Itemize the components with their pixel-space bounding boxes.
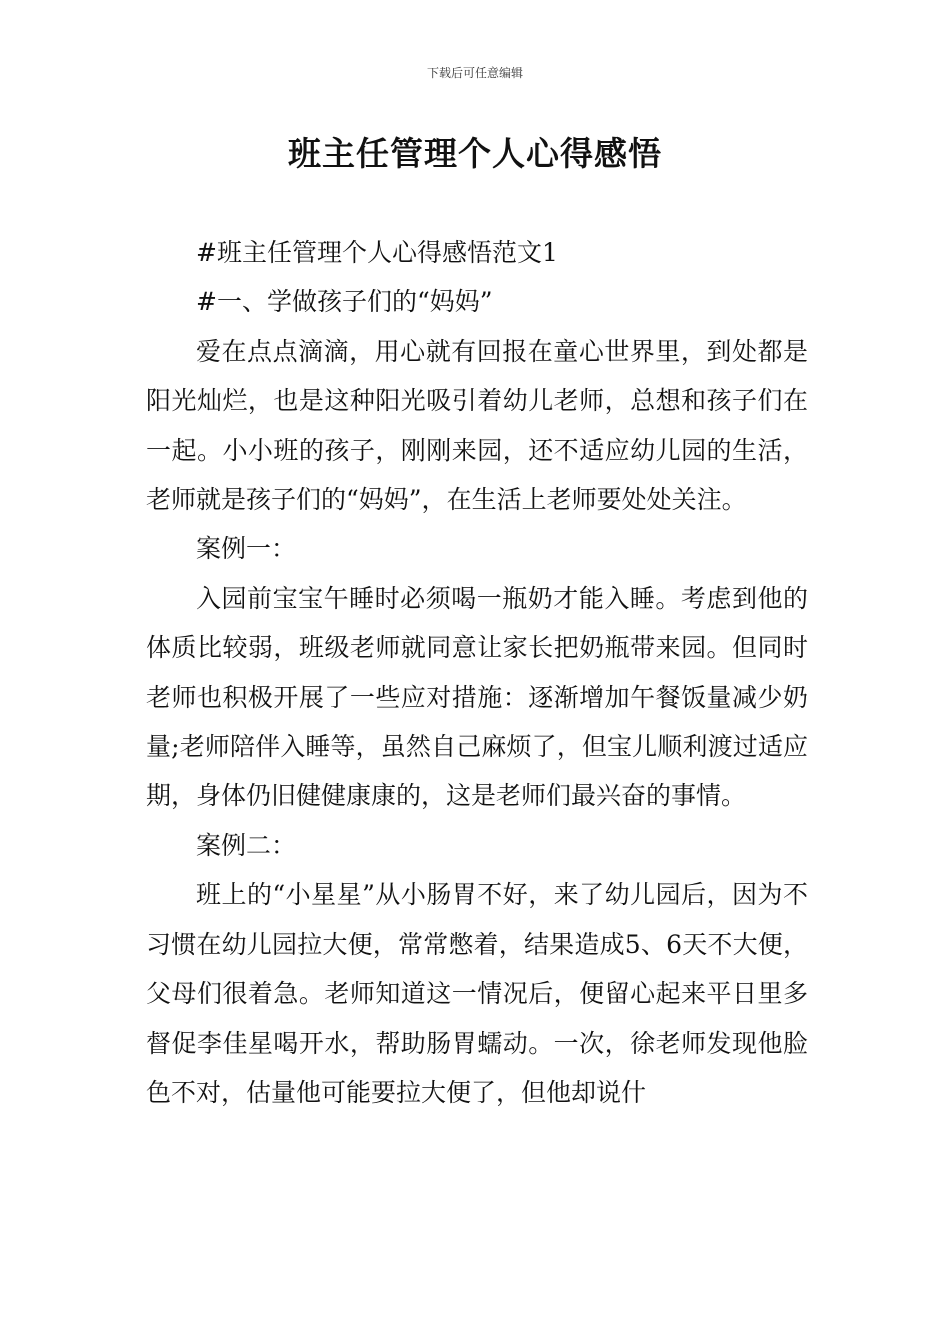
section-heading: #班主任管理个人心得感悟范文1 xyxy=(196,238,558,267)
case-label: 案例二： xyxy=(196,830,297,860)
subsection-heading: #一、学做孩子们的“妈妈” xyxy=(196,287,493,317)
paragraph: 班上的“小星星”从小肠胃不好，来了幼儿园后，因为不习惯在幼儿园拉大便，常常憋着，结果造成5、6天不大便，父母们很着急。老师知道这一情况后，便留心起来平日里多督促李佳星喝开水，帮助肠胃蠕动。一次，徐老师发现他脸色不对，估量他可能要拉大便了，但他却说什 xyxy=(146,880,808,1107)
document-body xyxy=(146,228,808,1117)
case-label: 案例一： xyxy=(196,534,297,564)
document-title: 班主任管理个人心得感悟 xyxy=(288,134,662,173)
paragraph: 爱在点点滴滴，用心就有回报在童心世界里，到处都是阳光灿烂，也是这种阳光吸引着幼儿老师，总想和孩子们在一起。小小班的孩子，刚刚来园，还不适应幼儿园的生活，老师就是孩子们的“妈妈”，在生活上老师要处处关注。 xyxy=(146,336,808,515)
paragraph: 入园前宝宝午睡时必须喝一瓶奶才能入睡。考虑到他的体质比较弱，班级老师就同意让家长把奶瓶带来园。但同时老师也积极开展了一些应对措施：逐渐增加午餐饭量减少奶量;老师陪伴入睡等，虽然自己麻烦了，但宝儿顺利渡过适应期，身体仍旧健健康康的，这是老师们最兴奋的事情。 xyxy=(146,583,808,811)
header-note: 下载后可任意编辑 xyxy=(426,66,523,80)
